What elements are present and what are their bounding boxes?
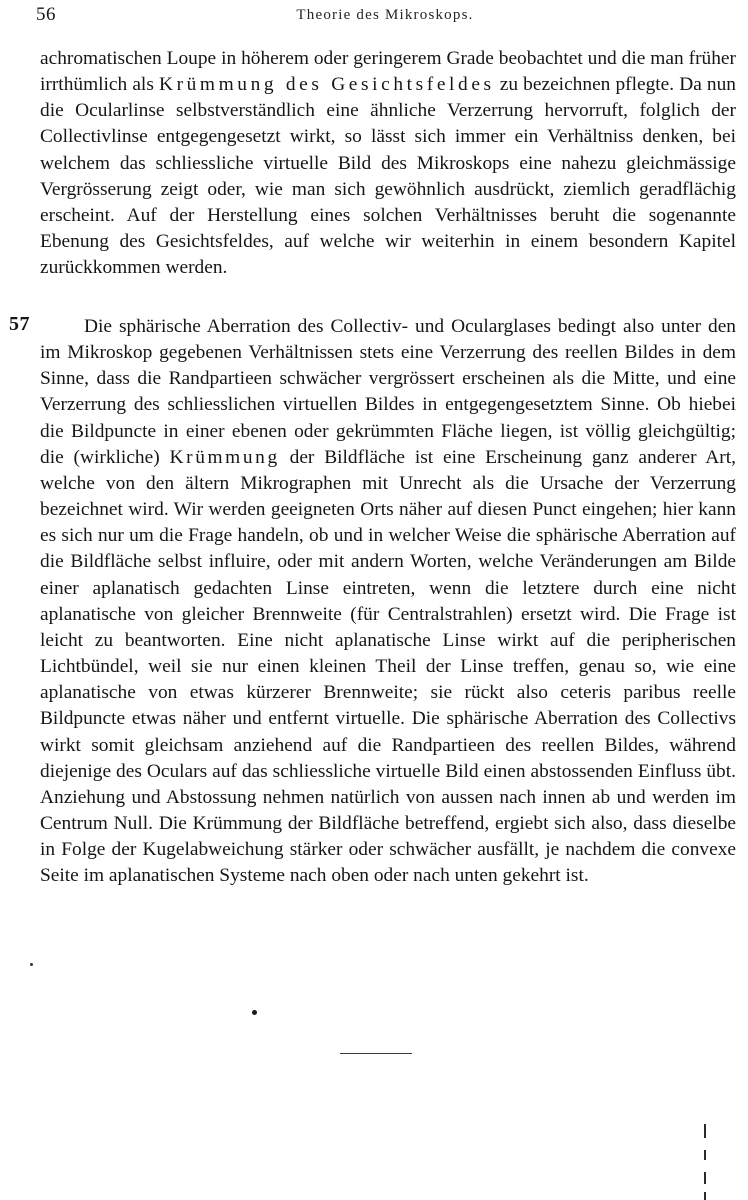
section-end-rule (340, 1053, 412, 1054)
page-number: 56 (36, 4, 56, 25)
page-header (36, 4, 734, 30)
paragraph-continued (40, 46, 736, 281)
section-number: 57 (9, 313, 30, 335)
paragraph-1-lead: achromatischen Loupe in höherem oder geringerem Grade beobachtet und die man früher irrthümlich als (40, 48, 736, 96)
margin-dot (30, 963, 33, 966)
paragraph-2-tail: der Bildfläche ist eine Erscheinung ganz anderer Art, welche von den ältern Mikrographen mit Unrecht als die Ursache der Verzerrung bezeichnet wird. Wir werden geeigneten Orts näher auf diesen Punct eingehen; hier kann es sich nur um die Frage handeln, ob und in welcher Weise die sphärische Aberration auf die Bildfläche selbst influire, oder mit andern Worten, welche Veränderungen am Bilde einer aplanatisch gedachten Linse eintreten, wenn die letztere durch eine nicht aplanatische von gleicher Brennweite (für Centralstrahlen) ersetzt wird. Die Frage ist leicht zu beantworten. Eine nicht aplanatische Linse wirkt auf die peripherischen Lichtbündel, weil sie nur einen kleinen Theil der Linse treffen, genau so, wie eine aplanatische von etwas kürzerer Brennweite; sie rückt also ceteris paribus reelle Bildpuncte etwas näher und entfernt virtuelle. Die sphärische Aberration des Collectivs wirkt somit gleichsam anziehend auf die Randpartieen des reellen Bildes, während diejenige des Oculars auf das schliessliche virtuelle Bild einen abstossenden Einfluss übt. Anziehung und Abstossung nehmen natürlich von aussen nach innen ab und werden im Centrum Null. Die Krümmung der Bildfläche betreffend, ergiebt sich also, dass dieselbe in Folge der Kugelabweichung stärker oder schwächer ausfällt, je nachdem die convexe Seite im aplanatischen Systeme nach oben oder nach unten gekehrt ist. (40, 446, 737, 887)
stray-ink-dot (252, 1010, 257, 1015)
paragraph-1-tail: zu bezeichnen pflegte. Da nun die Ocularlinse selbstverständlich eine ähnliche Verzerrung hervorruft, folglich der Collectivlinse entgegengesetzt wirkt, so lässt sich immer ein Verhältniss denken, bei welchem das schliessliche virtuelle Bild des Mikroskops eine nahezu gleichmässige Vergrösserung zeigt oder, wie man sich gewöhnlich ausdrückt, ziemlich geradflächig erscheint. Auf der Herstellung eines solchen Verhältnisses beruht die sogenannte Ebenung des Gesichtsfeldes, auf welche wir weiterhin in einem besondern Kapitel zurückkommen werden. (40, 74, 737, 279)
paragraph-2-lead: Die sphärische Aberration des Collectiv- und Ocularglases bedingt also unter den im Mikroskop gegebenen Verhältnissen stets eine Verzerrung des reellen Bildes in dem Sinne, dass die Randpartieen schwächer vergrössert erscheinen als die Mitte, und eine Verzerrung des schliesslichen virtuellen Bildes in entgegengesetztem Sinne. Ob hiebei die Bildpuncte in einer ebenen oder gekrümmten Fläche liegen, ist völlig gleichgültig; die (wirkliche) (40, 316, 736, 468)
scan-edge-marks (702, 1124, 710, 1200)
paragraph-2-spaced-term: Krümmung (169, 446, 280, 468)
running-title: Theorie des Mikroskops. (296, 7, 474, 23)
paragraph-section-57 (40, 314, 736, 889)
paragraph-1-spaced-term: Krümmung des Gesichtsfeldes (158, 74, 495, 96)
